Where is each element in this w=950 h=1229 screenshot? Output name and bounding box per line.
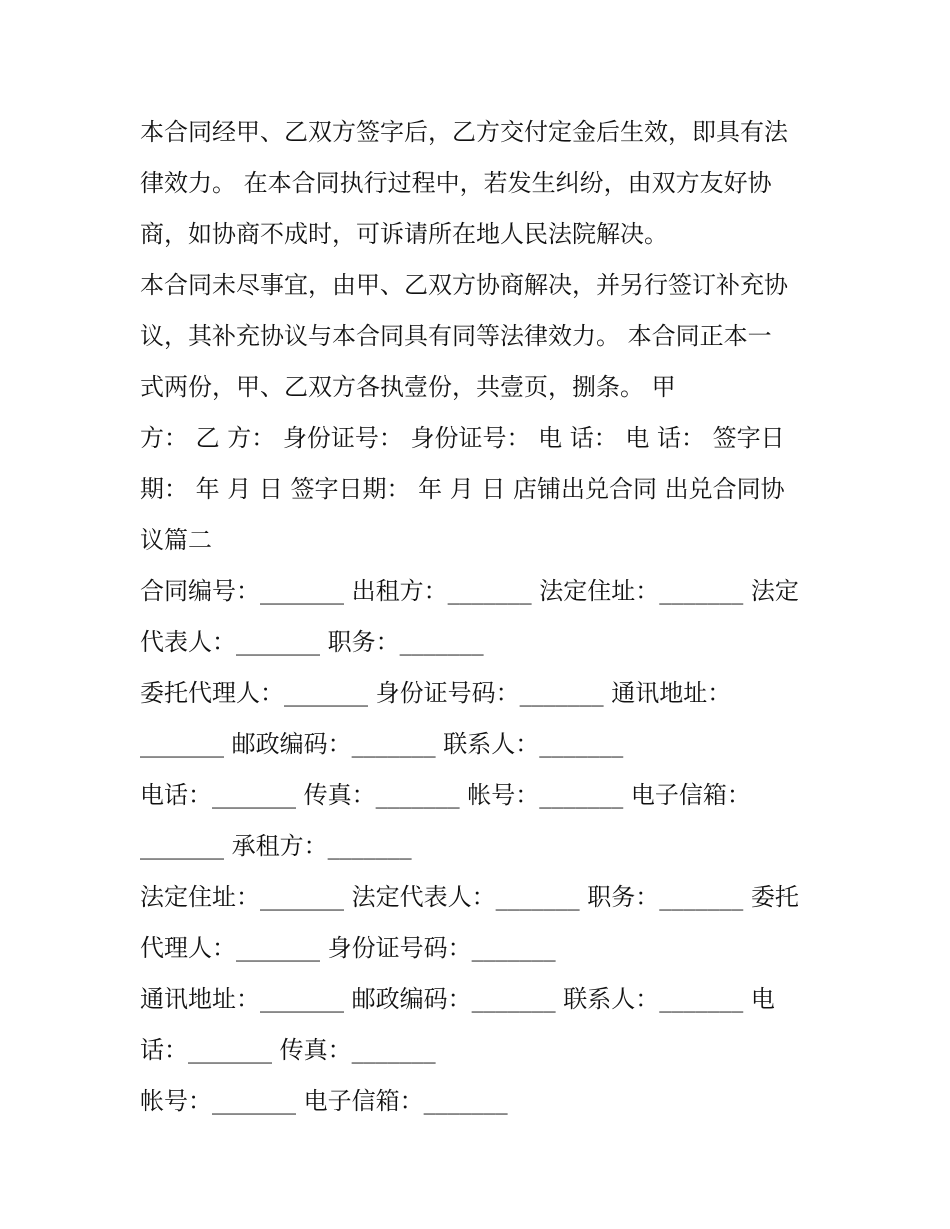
text-line: 法定住址：_______ 法定代表人：_______ 职务：_______ 委托 [140,883,799,911]
text-line: 委托代理人：_______ 身份证号码：_______ 通讯地址： [140,679,732,707]
text-line: 本合同未尽事宜，由甲、乙双方协商解决，并另行签订补充协 [140,271,788,299]
text-line: 律效力。 在本合同执行过程中，若发生纠纷，由双方友好协 [140,169,772,197]
text-line: 方： 乙 方： 身份证号： 身份证号： 电 话： 电 话： 签字日 [140,424,785,452]
text-line: _______ 邮政编码：_______ 联系人：_______ [140,730,624,758]
text-line: 电话：_______ 传真：_______ 帐号：_______ 电子信箱： [140,781,751,809]
text-line: _______ 承租方：_______ [140,832,412,860]
text-line: 期： 年 月 日 签字日期： 年 月 日 店铺出兑合同 出兑合同协 [140,475,785,503]
text-line: 通讯地址：_______ 邮政编码：_______ 联系人：_______ 电 [140,985,775,1013]
text-line: 帐号：_______ 电子信箱：_______ [140,1087,508,1115]
text-line: 本合同经甲、乙双方签字后，乙方交付定金后生效，即具有法 [140,118,788,146]
text-line: 商，如协商不成时，可诉请所在地人民法院解决。 [140,220,668,248]
text-line: 式两份，甲、乙双方各执壹份，共壹页，捌条。 甲 [140,373,676,401]
text-line: 合同编号：_______ 出租方：_______ 法定住址：_______ 法定 [140,577,799,605]
text-line: 议，其补充协议与本合同具有同等法律效力。 本合同正本一 [140,322,772,350]
text-line: 话：_______ 传真：_______ [140,1036,436,1064]
text-line: 代表人：_______ 职务：_______ [140,628,484,656]
text-line: 代理人：_______ 身份证号码：_______ [140,934,556,962]
text-line: 议篇二 [140,526,212,554]
contract-text [140,107,820,1127]
